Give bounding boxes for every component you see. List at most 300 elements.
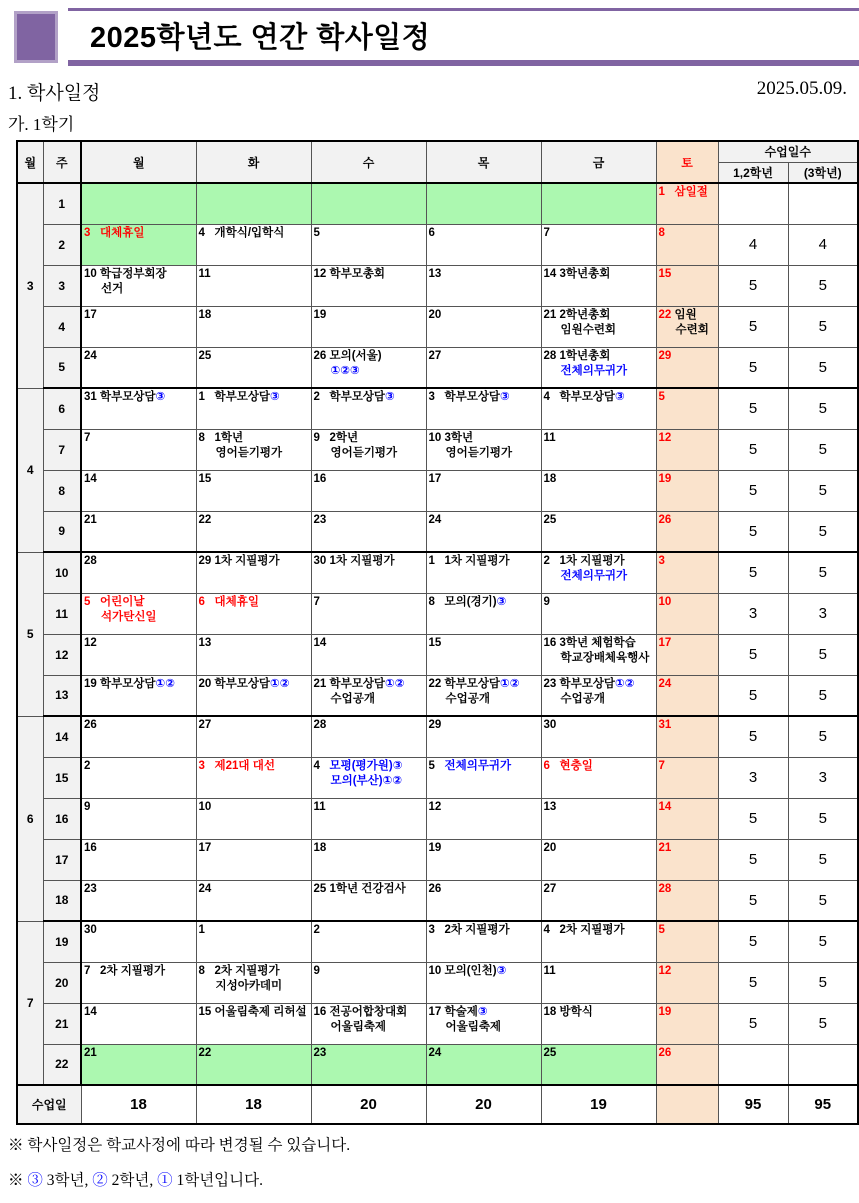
date-number: 14 <box>658 800 672 813</box>
date-number: 26 <box>428 882 442 895</box>
saturday-cell <box>656 675 718 716</box>
event-text: 학부모상담 <box>214 391 271 403</box>
event-text: 학부모상담 <box>559 391 616 403</box>
day-cell <box>81 757 196 798</box>
totals-grade3: 95 <box>788 1085 858 1124</box>
day-cell <box>311 634 426 675</box>
date-number: 22 <box>658 308 672 321</box>
day-cell <box>541 388 656 429</box>
event-text: 영어듣기평가 <box>330 446 398 459</box>
week-cell: 21 <box>43 1003 81 1044</box>
date-number: 14 <box>313 636 327 649</box>
event-text: ③ <box>477 1005 488 1018</box>
event-text: 모의(경기) <box>444 595 497 608</box>
event-text: 어울림축제 <box>330 1020 387 1033</box>
date-number: 19 <box>658 1005 672 1018</box>
date-number: 9 <box>313 431 320 444</box>
day-cell <box>311 347 426 388</box>
class-days-days3: 5 <box>788 470 858 511</box>
week-row-17 <box>17 839 858 880</box>
date-number: 25 <box>198 349 212 362</box>
day-cell <box>196 593 311 634</box>
date-number: 6 <box>198 595 205 608</box>
day-cell <box>426 921 541 962</box>
event-text: 학부모상담 <box>444 677 501 690</box>
saturday-cell <box>656 880 718 921</box>
day-cell <box>426 306 541 347</box>
class-days-days12 <box>718 183 788 224</box>
date-number: 7 <box>84 431 91 444</box>
class-days-days12: 5 <box>718 429 788 470</box>
date-number: 18 <box>543 1005 557 1018</box>
date-number: 12 <box>428 800 442 813</box>
date-number: 27 <box>543 882 557 895</box>
date-number: 23 <box>543 677 557 690</box>
event-text: 제21대 대선 <box>214 759 275 772</box>
date-number: 10 <box>658 595 672 608</box>
date-number: 10 <box>198 800 212 813</box>
day-cell <box>81 593 196 634</box>
event-text: 전체의무귀가 <box>560 570 628 582</box>
day-cell <box>311 183 426 224</box>
week-cell: 1 <box>43 183 81 224</box>
day-cell <box>311 880 426 921</box>
class-days-days3: 4 <box>788 224 858 265</box>
event-text: 2차 지필평가 <box>444 924 510 936</box>
week-row-7 <box>17 429 858 470</box>
event-text: 수업공개 <box>445 692 490 705</box>
date-number: 4 <box>543 924 550 936</box>
day-cell <box>426 511 541 552</box>
date-number: 19 <box>428 841 442 854</box>
event-text: 학부모총회 <box>329 267 386 280</box>
class-days-days3: 3 <box>788 757 858 798</box>
event-text: 모의(인천) <box>444 964 497 977</box>
class-days-days3: 5 <box>788 429 858 470</box>
class-days-days12: 5 <box>718 880 788 921</box>
totals-friday: 19 <box>541 1085 656 1124</box>
class-days-days3: 5 <box>788 511 858 552</box>
date-number: 16 <box>84 841 97 854</box>
day-cell <box>196 552 311 593</box>
date-number: 24 <box>428 513 442 526</box>
event-text: 학부모상담 <box>100 677 156 690</box>
day-cell <box>81 716 196 757</box>
day-cell <box>541 1044 656 1085</box>
date-number: 5 <box>428 759 435 772</box>
day-cell <box>541 1003 656 1044</box>
date-number: 30 <box>84 924 97 936</box>
day-cell <box>311 388 426 429</box>
event-text: 학급정부회장 <box>100 267 167 280</box>
day-cell <box>196 224 311 265</box>
class-days-days3: 5 <box>788 675 858 716</box>
day-cell <box>426 593 541 634</box>
day-cell <box>426 224 541 265</box>
event-text: ① <box>157 1172 173 1189</box>
event-text: 대체휴일 <box>100 226 145 239</box>
date-number: 19 <box>313 308 327 321</box>
week-row-6 <box>17 388 858 429</box>
date-number: 29 <box>198 555 212 567</box>
week-cell: 10 <box>43 552 81 593</box>
date-number: 6 <box>428 226 435 239</box>
totals-wednesday: 20 <box>311 1085 426 1124</box>
event-text: 모평(평가원)③ <box>329 759 403 772</box>
col-header-saturday: 토 <box>656 141 718 183</box>
event-text: 1차 지필평가 <box>214 555 280 567</box>
class-days-days12: 5 <box>718 962 788 1003</box>
month-cell: 4 <box>17 388 43 552</box>
date-number: 26 <box>313 349 327 362</box>
day-cell <box>196 511 311 552</box>
day-cell <box>541 839 656 880</box>
week-cell: 7 <box>43 429 81 470</box>
saturday-cell <box>656 757 718 798</box>
date-number: 10 <box>84 267 97 280</box>
day-cell <box>426 675 541 716</box>
totals-saturday <box>656 1085 718 1124</box>
saturday-cell <box>656 347 718 388</box>
date-number: 20 <box>198 677 212 690</box>
day-cell <box>196 675 311 716</box>
date-number: 17 <box>198 841 212 854</box>
date-number: 2 <box>313 391 320 403</box>
week-row-3 <box>17 265 858 306</box>
day-cell <box>81 634 196 675</box>
class-days-days12: 5 <box>718 511 788 552</box>
month-cell: 7 <box>17 921 43 1085</box>
date-number: 3 <box>428 924 435 936</box>
date-number: 28 <box>543 349 557 362</box>
date-number: 23 <box>313 1046 327 1059</box>
totals-monday: 18 <box>81 1085 196 1124</box>
date-number: 30 <box>543 719 557 731</box>
day-cell <box>196 265 311 306</box>
event-text: ③ <box>27 1172 43 1189</box>
date-number: 4 <box>198 226 205 239</box>
event-text: 학술제 <box>444 1005 478 1018</box>
day-cell <box>426 634 541 675</box>
day-cell <box>541 675 656 716</box>
event-text: ①② <box>155 677 176 690</box>
week-row-4 <box>17 306 858 347</box>
event-text: 3학년 체험학습 <box>559 636 636 649</box>
class-days-days12: 5 <box>718 716 788 757</box>
day-cell <box>311 306 426 347</box>
date-number: 7 <box>313 595 320 608</box>
week-cell: 19 <box>43 921 81 962</box>
academic-calendar-table <box>16 140 859 1125</box>
day-cell <box>426 470 541 511</box>
week-cell: 22 <box>43 1044 81 1085</box>
day-cell <box>311 839 426 880</box>
date-number: 3 <box>84 226 91 239</box>
saturday-cell <box>656 470 718 511</box>
event-text: ③ <box>270 391 280 403</box>
event-text: 수련회 <box>675 323 709 336</box>
date-number: 19 <box>84 677 97 690</box>
week-row-10 <box>17 552 858 593</box>
class-days-days3: 5 <box>788 839 858 880</box>
event-text: 3학년, <box>42 1172 93 1189</box>
week-row-13 <box>17 675 858 716</box>
date-number: 1 <box>658 186 665 198</box>
class-days-days12: 5 <box>718 470 788 511</box>
day-cell <box>426 552 541 593</box>
date-number: 3 <box>198 759 205 772</box>
day-cell <box>426 757 541 798</box>
class-days-days12: 5 <box>718 675 788 716</box>
day-cell <box>541 265 656 306</box>
col-header-grade12: 1,2학년 <box>718 162 788 183</box>
day-cell <box>196 716 311 757</box>
event-text: 삼일절 <box>674 186 708 198</box>
date-number: 19 <box>658 472 672 485</box>
class-days-days3: 5 <box>788 634 858 675</box>
date-number: 1 <box>428 555 435 567</box>
date-number: 8 <box>428 595 435 608</box>
day-cell <box>311 962 426 1003</box>
event-text: ①② <box>270 677 290 690</box>
event-text: 2차 지필평가 <box>100 964 166 977</box>
class-days-days3: 5 <box>788 388 858 429</box>
date-number: 12 <box>313 267 327 280</box>
date-number: 26 <box>84 719 97 731</box>
date-number: 27 <box>428 349 442 362</box>
event-text: 2학년, <box>107 1172 158 1189</box>
date-number: 16 <box>543 636 557 649</box>
footnote <box>8 1133 350 1155</box>
date-number: 24 <box>658 677 672 690</box>
date-number: 11 <box>313 800 326 813</box>
week-cell: 9 <box>43 511 81 552</box>
week-cell: 12 <box>43 634 81 675</box>
section-heading: 1. 학사일정 <box>8 83 101 104</box>
date-number: 7 <box>84 964 91 977</box>
week-row-9 <box>17 511 858 552</box>
col-header-monday: 월 <box>81 141 196 183</box>
event-text: 1차 지필평가 <box>444 555 510 567</box>
day-cell <box>81 306 196 347</box>
day-cell <box>541 183 656 224</box>
week-row-11 <box>17 593 858 634</box>
event-text: 3학년 <box>444 431 474 444</box>
event-text: ③ <box>385 391 395 403</box>
class-days-days12: 5 <box>718 839 788 880</box>
event-text: 전체의무귀가 <box>444 759 512 772</box>
day-cell <box>311 757 426 798</box>
class-days-days12: 5 <box>718 265 788 306</box>
date-number: 20 <box>428 308 442 321</box>
day-cell <box>196 388 311 429</box>
date-number: 12 <box>658 964 672 977</box>
date-number: 24 <box>84 349 97 362</box>
event-text: 어린이날 <box>100 595 145 608</box>
day-cell <box>81 265 196 306</box>
week-cell: 4 <box>43 306 81 347</box>
day-cell <box>311 798 426 839</box>
saturday-cell <box>656 1003 718 1044</box>
date-number: 26 <box>658 1046 672 1059</box>
event-text: 1차 지필평가 <box>329 555 395 567</box>
date-number: 4 <box>313 759 320 772</box>
saturday-cell <box>656 634 718 675</box>
class-days-days12: 3 <box>718 593 788 634</box>
day-cell <box>81 388 196 429</box>
date-number: 30 <box>313 555 327 567</box>
week-row-19 <box>17 921 858 962</box>
document-date: 2025.05.09. <box>756 78 847 99</box>
event-text: 석가탄신일 <box>101 610 157 623</box>
day-cell <box>541 798 656 839</box>
date-number: 13 <box>428 267 442 280</box>
class-days-days12: 5 <box>718 921 788 962</box>
saturday-cell <box>656 224 718 265</box>
saturday-cell <box>656 716 718 757</box>
week-cell: 18 <box>43 880 81 921</box>
week-cell: 8 <box>43 470 81 511</box>
event-text: ①② <box>615 677 635 690</box>
date-number: 16 <box>313 1005 327 1018</box>
week-row-18 <box>17 880 858 921</box>
date-number: 23 <box>84 882 97 895</box>
day-cell <box>196 798 311 839</box>
col-header-month: 월 <box>17 141 43 183</box>
week-row-1 <box>17 183 858 224</box>
day-cell <box>311 1003 426 1044</box>
day-cell <box>426 1044 541 1085</box>
day-cell <box>81 347 196 388</box>
class-days-days3: 5 <box>788 716 858 757</box>
day-cell <box>426 839 541 880</box>
week-row-12 <box>17 634 858 675</box>
event-text: 임원수련회 <box>560 323 617 336</box>
date-number: 28 <box>313 719 327 731</box>
saturday-cell <box>656 962 718 1003</box>
date-number: 28 <box>84 555 97 567</box>
day-cell <box>81 429 196 470</box>
week-row-16 <box>17 798 858 839</box>
week-cell: 2 <box>43 224 81 265</box>
class-days-days3 <box>788 183 858 224</box>
week-cell: 11 <box>43 593 81 634</box>
day-cell <box>81 798 196 839</box>
class-days-days12: 3 <box>718 757 788 798</box>
event-text: 영어듣기평가 <box>445 446 513 459</box>
event-text: 2차 지필평가 <box>214 964 280 977</box>
col-header-class-days: 수업일수 <box>718 141 858 162</box>
date-number: 11 <box>198 267 211 280</box>
week-row-8 <box>17 470 858 511</box>
saturday-cell <box>656 388 718 429</box>
week-row-5 <box>17 347 858 388</box>
event-text: 임원 <box>674 308 697 321</box>
week-row-21 <box>17 1003 858 1044</box>
col-header-week: 주 <box>43 141 81 183</box>
date-number: 29 <box>658 349 672 362</box>
footnote <box>8 1168 350 1190</box>
day-cell <box>541 593 656 634</box>
totals-thursday: 20 <box>426 1085 541 1124</box>
day-cell <box>426 183 541 224</box>
date-number: 6 <box>543 759 550 772</box>
day-cell <box>311 224 426 265</box>
day-cell <box>541 634 656 675</box>
week-cell: 17 <box>43 839 81 880</box>
day-cell <box>196 962 311 1003</box>
saturday-cell <box>656 1044 718 1085</box>
class-days-days12: 5 <box>718 634 788 675</box>
day-cell <box>81 224 196 265</box>
week-row-20 <box>17 962 858 1003</box>
week-row-2 <box>17 224 858 265</box>
date-number: 4 <box>543 391 550 403</box>
event-text: ③ <box>496 595 507 608</box>
day-cell <box>426 429 541 470</box>
event-text: 학부모상담 <box>329 391 386 403</box>
event-text: 학부모상담 <box>329 677 386 690</box>
event-text: 전체의무귀가 <box>560 364 628 377</box>
day-cell <box>541 347 656 388</box>
saturday-cell <box>656 265 718 306</box>
date-number: 8 <box>658 226 665 239</box>
saturday-cell <box>656 798 718 839</box>
date-number: 8 <box>198 964 205 977</box>
date-number: 16 <box>313 472 327 485</box>
date-number: 25 <box>543 513 557 526</box>
date-number: 26 <box>658 513 672 526</box>
day-cell <box>311 1044 426 1085</box>
event-text: 방학식 <box>559 1005 593 1018</box>
date-number: 5 <box>658 924 665 936</box>
date-number: 15 <box>198 472 212 485</box>
event-text: 모의(부산)①② <box>330 774 403 787</box>
class-days-days3: 5 <box>788 1003 858 1044</box>
title-accent-square <box>14 11 58 63</box>
day-cell <box>311 552 426 593</box>
event-text: 지성아카데미 <box>215 979 283 992</box>
class-days-days12: 5 <box>718 306 788 347</box>
day-cell <box>426 962 541 1003</box>
date-number: 12 <box>84 636 97 649</box>
day-cell <box>81 1003 196 1044</box>
event-text: 대체휴일 <box>214 595 259 608</box>
date-number: 31 <box>84 391 97 403</box>
date-number: 17 <box>428 1005 442 1018</box>
day-cell <box>541 962 656 1003</box>
date-number: 17 <box>428 472 442 485</box>
day-cell <box>196 1003 311 1044</box>
date-number: 17 <box>658 636 672 649</box>
day-cell <box>426 880 541 921</box>
footnotes <box>8 1133 350 1203</box>
saturday-cell <box>656 839 718 880</box>
class-days-days3: 5 <box>788 921 858 962</box>
date-number: 24 <box>428 1046 442 1059</box>
date-number: 1 <box>198 391 205 403</box>
event-text: 수업공개 <box>330 692 375 705</box>
week-cell: 13 <box>43 675 81 716</box>
date-number: 20 <box>543 841 557 854</box>
totals-tuesday: 18 <box>196 1085 311 1124</box>
date-number: 14 <box>84 1005 97 1018</box>
title-band <box>14 8 859 68</box>
event-text: ※ <box>8 1172 28 1189</box>
date-number: 23 <box>313 513 327 526</box>
event-text: 전공어합창대회 <box>329 1005 408 1018</box>
event-text: 1학년 건강검사 <box>329 882 406 895</box>
